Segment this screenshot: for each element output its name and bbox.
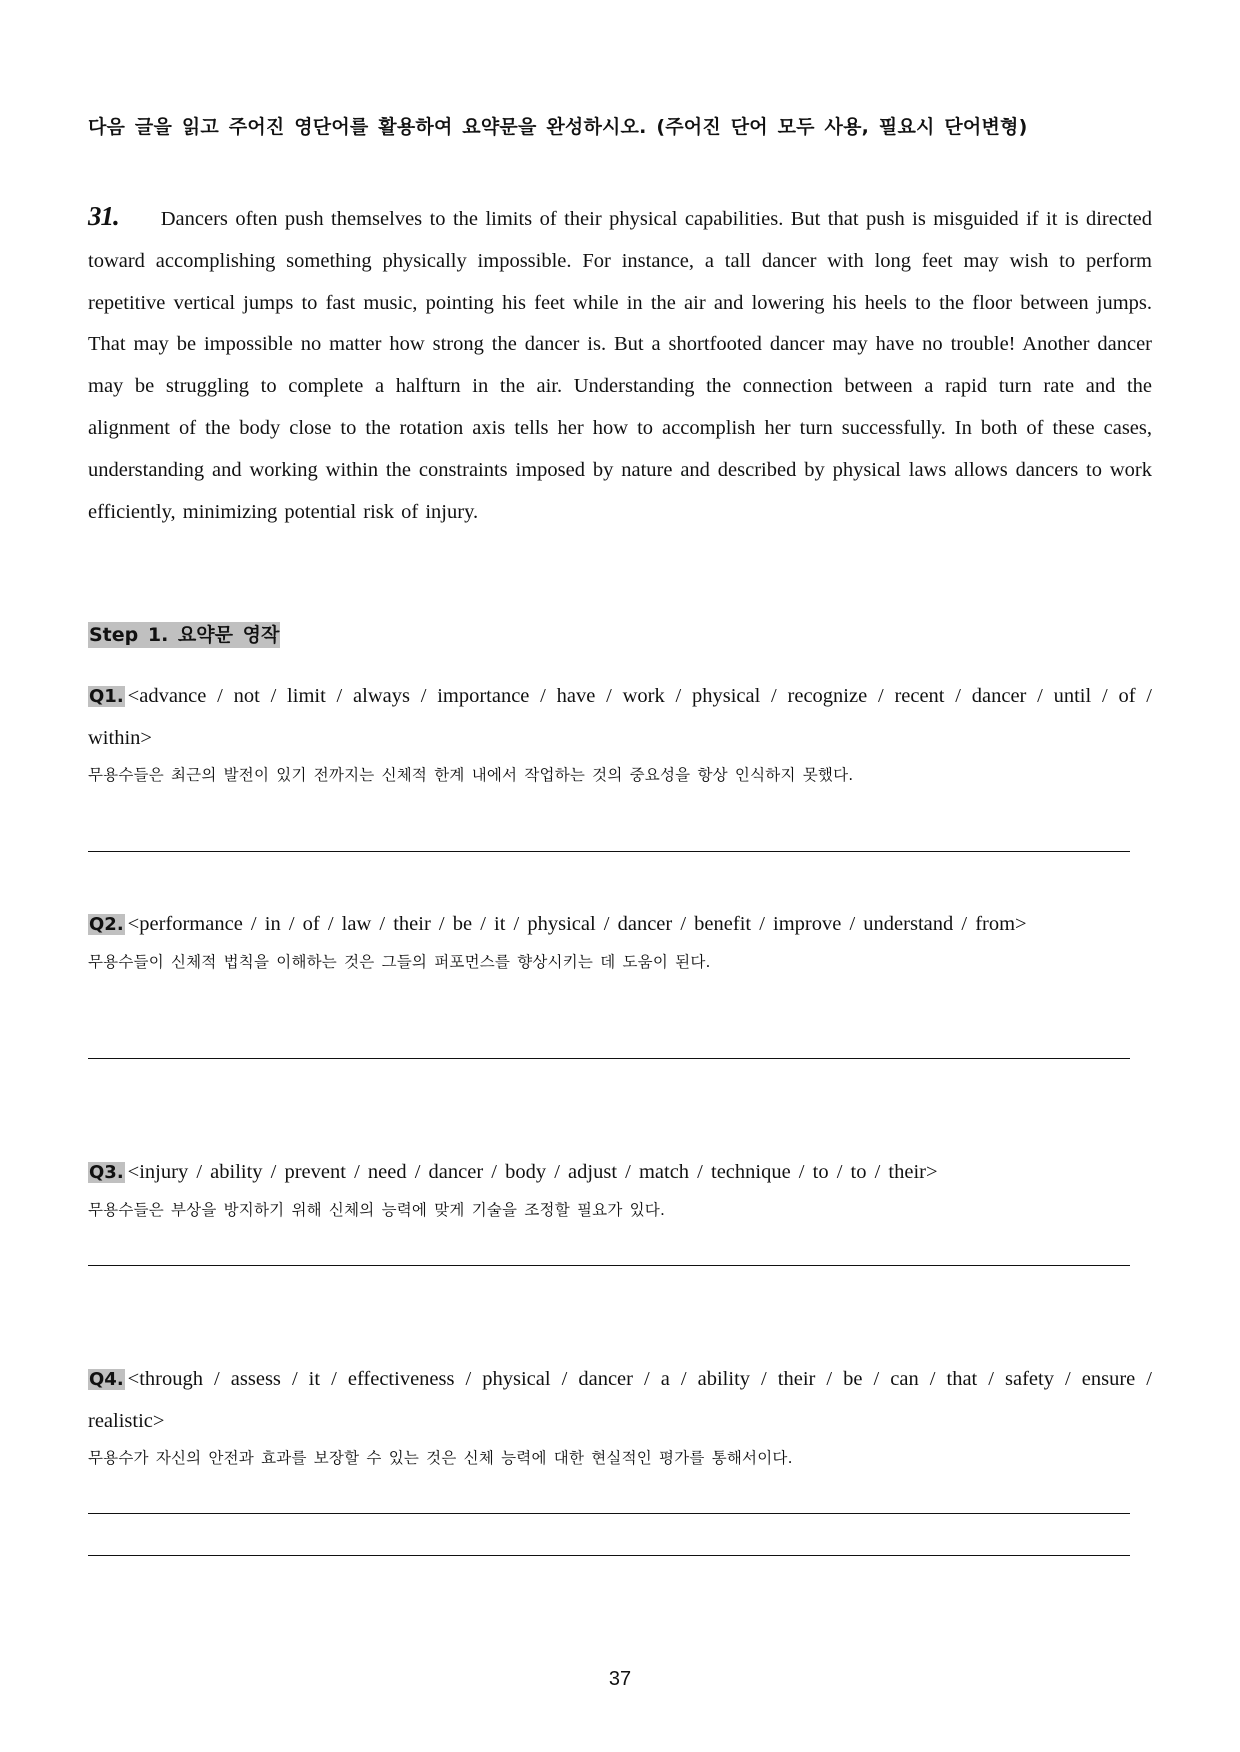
- passage-number: 31.: [88, 201, 119, 231]
- question-word-bank: [88, 904, 1152, 946]
- question-4: [88, 1359, 1152, 1470]
- answer-line-q1[interactable]: [88, 851, 1130, 852]
- word-bank-text: <injury / ability / prevent / need / dancer / body / adjust / match / technique / to / to / their>: [127, 1161, 938, 1183]
- question-3: [88, 1152, 1152, 1222]
- word-bank-text: <advance / not / limit / always / importance / have / work / physical / recognize / recent / dancer / until / of / within>: [88, 685, 1152, 749]
- question-word-bank: [88, 1359, 1152, 1442]
- question-2: [88, 904, 1152, 974]
- question-label: Q2.: [89, 914, 124, 935]
- reading-passage: [88, 196, 1152, 533]
- passage-text: Dancers often push themselves to the limits of their physical capabilities. But that push is misguided if it is directed toward accomplishing something physically impossible. For instance, a tall dancer with long feet may wish to perform repetitive vertical jumps to fast music, pointing his feet while in the air and lowering his heels to the floor between jumps. That may be impossible no matter how strong the dancer is. But a shortfooted dancer may have no trouble! Another dancer may be struggling to complete a halfturn in the air. Understanding the connection between a rapid turn rate and the alignment of the body close to the rotation axis tells her how to accomplish her turn successfully. In both of these cases, understanding and working within the constraints imposed by nature and described by physical laws allows dancers to work efficiently, minimizing potential risk of injury.: [88, 208, 1152, 523]
- question-word-bank: [88, 1152, 1152, 1194]
- korean-prompt: 무용수들은 부상을 방지하기 위해 신체의 능력에 맞게 기술을 조정할 필요가 있다.: [88, 1200, 666, 1219]
- instruction-heading: 다음 글을 읽고 주어진 영단어를 활용하여 요약문을 완성하시오. (주어진 단어 모두 사용, 필요시 단어변형): [88, 116, 1028, 138]
- answer-line-q4-1[interactable]: [88, 1513, 1130, 1514]
- answer-line-q3[interactable]: [88, 1265, 1130, 1266]
- answer-line-q4-2[interactable]: [88, 1555, 1130, 1556]
- word-bank-text: <through / assess / it / effectiveness / physical / dancer / a / ability / their / be / can / that / safety / ensure / realistic>: [88, 1368, 1152, 1432]
- question-1: [88, 676, 1152, 787]
- answer-line-q2[interactable]: [88, 1058, 1130, 1059]
- korean-prompt: 무용수들은 최근의 발전이 있기 전까지는 신체적 한계 내에서 작업하는 것의 중요성을 항상 인식하지 못했다.: [88, 766, 854, 784]
- korean-prompt: 무용수들이 신체적 법칙을 이해하는 것은 그들의 퍼포먼스를 향상시키는 데 도움이 된다.: [88, 952, 711, 971]
- question-label: Q1.: [89, 686, 124, 707]
- step-title: Step 1. 요약문 영작: [89, 624, 280, 646]
- word-bank-text: <performance / in / of / law / their / be / it / physical / dancer / benefit / improve / understand / from>: [127, 913, 1027, 935]
- question-label: Q3.: [89, 1162, 124, 1183]
- question-label: Q4.: [89, 1369, 124, 1390]
- korean-prompt: 무용수가 자신의 안전과 효과를 보장할 수 있는 것은 신체 능력에 대한 현실적인 평가를 통해서이다.: [88, 1449, 793, 1467]
- page-number: 37: [608, 1668, 632, 1690]
- question-word-bank: [88, 676, 1152, 759]
